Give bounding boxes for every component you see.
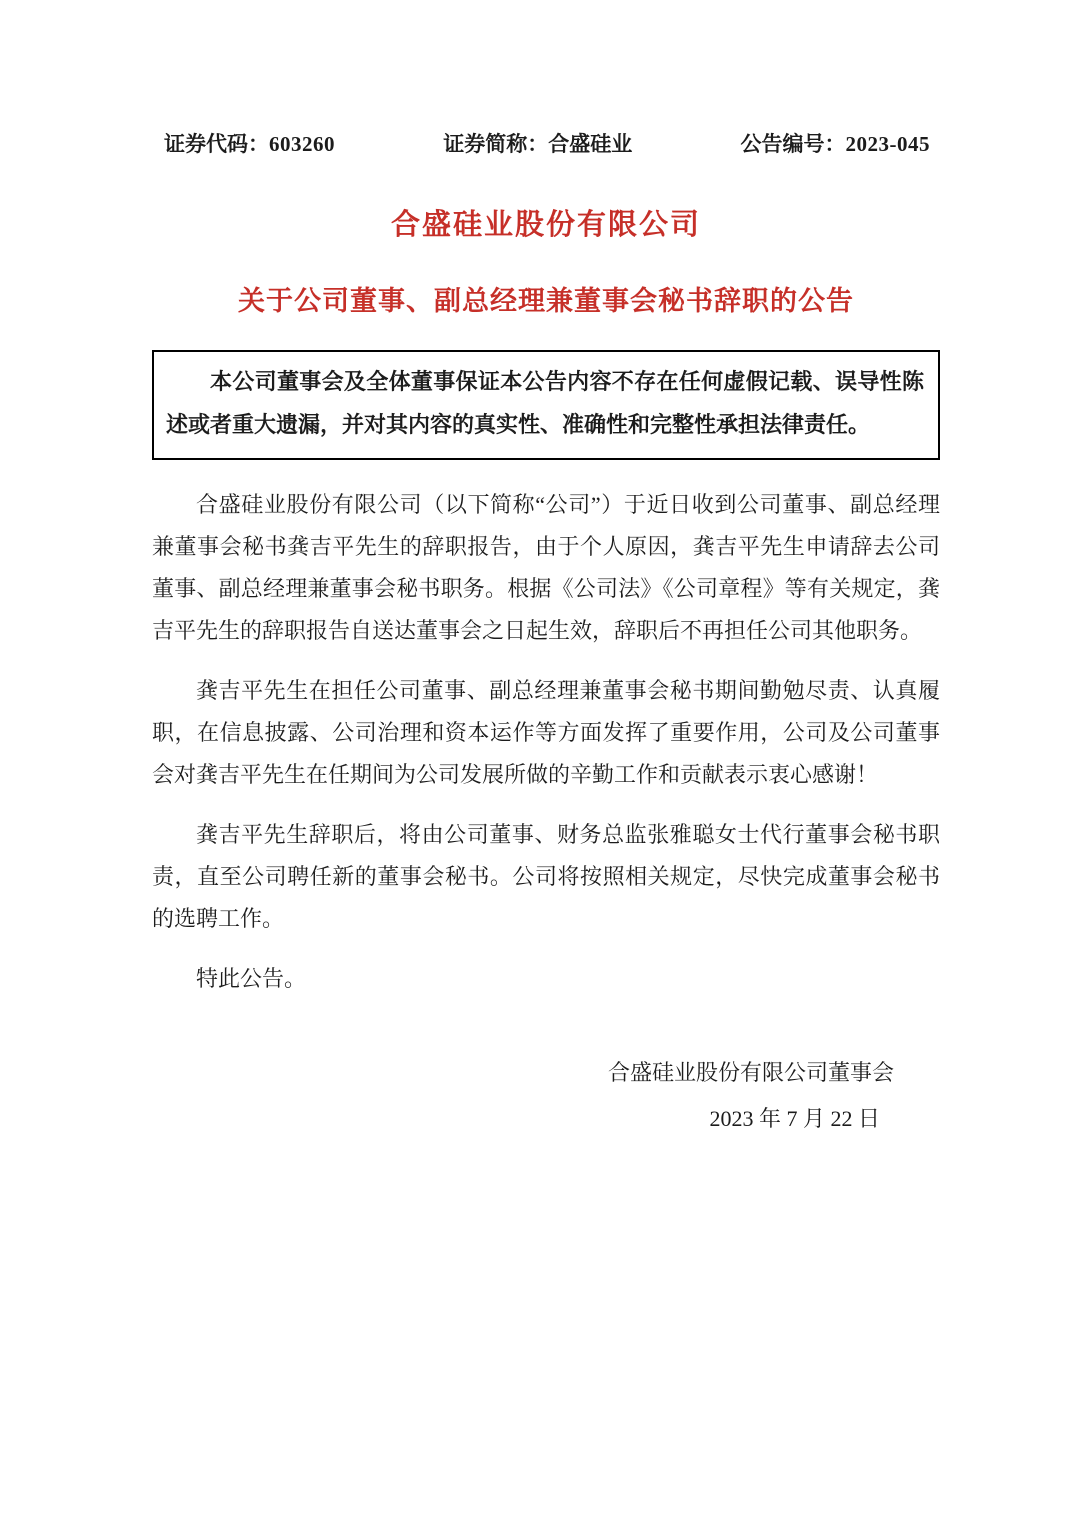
stock-code-label: 证券代码： xyxy=(164,132,269,156)
announcement-date: 2023 年 7 月 22 日 xyxy=(709,1106,880,1131)
announcement-number-label: 公告编号： xyxy=(740,132,846,156)
announcement-number-value: 2023-045 xyxy=(845,132,930,156)
company-title: 合盛硅业股份有限公司 xyxy=(390,209,701,241)
disclaimer-box xyxy=(152,350,940,460)
stock-code xyxy=(164,128,335,158)
stock-code-value: 603260 xyxy=(269,132,335,156)
closing-statement: 特此公告。 xyxy=(196,966,307,991)
announcement-number xyxy=(741,128,931,158)
disclaimer-text: 本公司董事会及全体董事保证本公告内容不存在任何虚假记载、误导性陈述或者重大遗漏，并对其内容的真实性、准确性和完整性承担法律责任。 xyxy=(166,369,924,437)
stock-name-value: 合盛硅业 xyxy=(548,132,633,156)
stock-name-label: 证券简称： xyxy=(443,132,549,156)
signature-board: 合盛硅业股份有限公司董事会 xyxy=(607,1060,894,1085)
paragraph-gratitude: 龚吉平先生在担任公司董事、副总经理兼董事会秘书期间勤勉尽责、认真履职，在信息披露、公司治理和资本运作等方面发挥了重要作用，公司及公司董事会对龚吉平先生在任期间为公司发展所做的辛勤工作和贡献表示衷心感谢！ xyxy=(152,678,940,787)
stock-name xyxy=(443,128,632,158)
document-header xyxy=(152,128,940,158)
announcement-title: 关于公司董事、副总经理兼董事会秘书辞职的公告 xyxy=(238,286,854,316)
paragraph-succession: 龚吉平先生辞职后，将由公司董事、财务总监张雅聪女士代行董事会秘书职责，直至公司聘任新的董事会秘书。公司将按照相关规定，尽快完成董事会秘书的选聘工作。 xyxy=(152,822,940,931)
paragraph-resignation: 合盛硅业股份有限公司（以下简称“公司”）于近日收到公司董事、副总经理兼董事会秘书龚吉平先生的辞职报告，由于个人原因，龚吉平先生申请辞去公司董事、副总经理兼董事会秘书职务。根据《公司法》《公司章程》等有关规定，龚吉平先生的辞职报告自送达董事会之日起生效，辞职后不再担任公司其他职务。 xyxy=(152,492,940,643)
